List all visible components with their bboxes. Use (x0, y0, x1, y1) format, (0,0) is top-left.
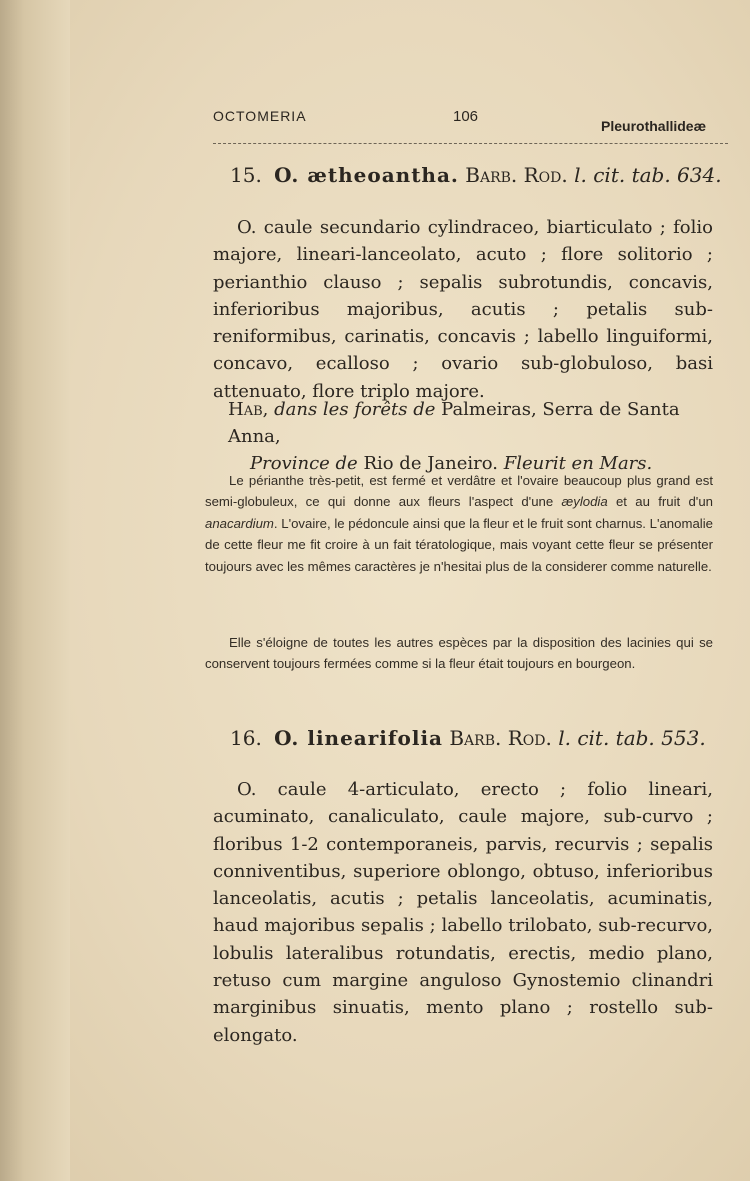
running-family: Pleurothallideæ (601, 118, 707, 134)
habitat-place: Palmeiras, Serra de Santa Anna, (228, 399, 680, 447)
page-gutter-shadow (0, 0, 70, 1181)
species-number: 16. (230, 726, 262, 750)
habitat-flowering: Fleurit en Mars. (503, 453, 653, 474)
habitat-province-label: Province de (250, 453, 358, 474)
species-name: O. ætheoantha. (274, 163, 459, 187)
note-italic-term: æylodia (561, 494, 608, 510)
habitat-label: Hab, (228, 399, 269, 420)
running-title: OCTOMERIA (213, 108, 307, 124)
species-description: O. caule secundario cylindraceo, biarticulato ; folio majore, lineari-lanceolato, acuto ; flore solitorio ; perianthio clauso ; sepalis subrotundis, concavis, inferioribus majoribus, acutis ; petalis sub-reniformibus, carinatis, concavis ; labello linguiformi, concavo, ecalloso ; ovario sub-globuloso, basi attenuato, flore triplo majore. (213, 217, 713, 402)
species-heading (230, 163, 722, 187)
habitat-line (228, 396, 716, 477)
species-name: O. linearifolia (274, 726, 443, 750)
habitat-province: Rio de Janeiro. (363, 453, 498, 474)
species-citation: l. cit. tab. 553. (558, 726, 706, 750)
species-note: Elle s'éloigne de toutes les autres espèces par la disposition des lacinies qui se conservent toujours fermées comme si la fleur était toujours en bourgeon. (205, 635, 713, 672)
species-author: Barb. Rod. (465, 163, 568, 187)
species-citation: l. cit. tab. 634. (574, 163, 722, 187)
header-rule (213, 143, 728, 144)
species-heading (230, 726, 706, 750)
species-author: Barb. Rod. (449, 726, 552, 750)
species-note (205, 470, 713, 577)
page-number: 106 (453, 108, 479, 125)
note-text: et au fruit d'un (607, 494, 713, 510)
note-text: Le périanthe très-petit, est fermé et verdâtre et l'ovaire beaucoup plus grand est semi-globuleux, ce qui donne aux fleurs l'aspect d'une (205, 473, 713, 510)
note-text: . L'ovaire, le pédoncule ainsi que la fleur et le fruit sont charnus. L'anomalie de cette fleur me fit croire à un fait tératologique, mais voyant cette fleur se présenter toujours avec les mêmes caractères je n'hesitai plus de la considerer comme naturelle. (205, 515, 713, 574)
note-italic-term: anacardium (205, 515, 274, 531)
habitat-dans: dans les forêts de (274, 399, 436, 420)
species-number: 15. (230, 163, 262, 187)
species-description: O. caule 4-articulato, erecto ; folio lineari, acuminato, canaliculato, caule majore, sub-curvo ; floribus 1-2 contemporaneis, parvis, recurvis ; sepalis conniventibus, superiore oblongo, obtuso, inferioribus lanceolatis, acutis ; petalis lanceolatis, acuminatis, haud majoribus sepalis ; labello trilobato, sub-recurvo, lobulis lateralibus rotundatis, erectis, medio plano, retuso cum margine anguloso Gynostemio clinandri marginibus sinuatis, mento plano ; rostello sub-elongato. (213, 779, 713, 1046)
running-header (213, 108, 733, 132)
